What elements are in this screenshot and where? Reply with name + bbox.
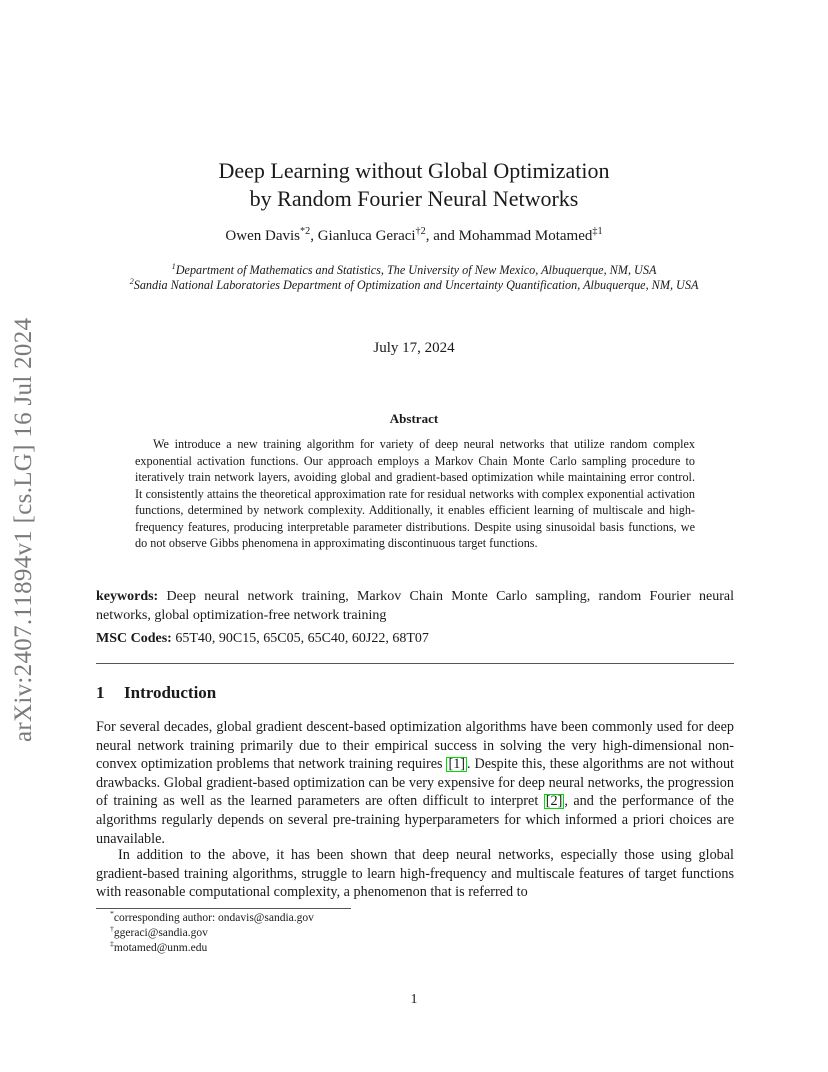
affiliation-number: 2 [129,276,134,286]
keywords-text: Deep neural network training, Markov Chain Monte Carlo sampling, random Fourier neural networks, global optimization-free network training [96,589,734,623]
author-name: Mohammad Motamed [458,228,593,244]
title-line-2: by Random Fourier Neural Networks [249,186,579,211]
paragraph-text: For several decades, global gradient descent-based optimization algorithms have been commonly used for deep neural network training primarily due to their empirical success in solving the very high-dimensional non-convex optimization problems that network training requires [96,719,734,773]
arxiv-identifier-stamp: arXiv:2407.11894v1 [cs.LG] 16 Jul 2024 [10,317,37,743]
footnote-mark: * [110,909,114,919]
footnote-rule [96,908,351,909]
paper-date: July 17, 2024 [373,340,455,356]
author-mark: ‡1 [592,226,603,237]
section-heading [96,683,216,703]
affiliation-number: 1 [171,261,176,271]
footnote-text: corresponding author: ondavis@sandia.gov [113,912,314,924]
citation-link[interactable]: [2] [545,793,563,810]
author-mark: †2 [415,226,426,237]
horizontal-rule [96,663,734,664]
affiliation [100,278,728,293]
body-paragraph [96,718,734,848]
footnote-text: ggeraci@sandia.gov [113,927,208,939]
author-separator: , [310,228,318,244]
footnote [110,941,207,956]
affiliation-text: Department of Mathematics and Statistics, The University of New Mexico, Albuquerque, NM, USA [175,263,657,277]
abstract-body: We introduce a new training algorithm for variety of deep neural networks that utilize random complex exponential activation functions. Our approach employs a Markov Chain Monte Carlo sampling procedure to iteratively train network layers, avoiding global and gradient-based optimization while maintaining error control. It consistently attains the theoretical approximation rate for residual networks with complex exponential activation functions, determined by network complexity. Additionally, it enables efficient learning of multiscale and high-frequency features, producing interpretable parameter distributions. Despite using sinusoidal basis functions, we do not observe Gibbs phenomena in approximating discontinuous target functions. [135,437,695,550]
affiliation [100,263,728,278]
affiliation-text: Sandia National Laboratories Department of Optimization and Uncertainty Quantification, Albuquerque, NM, USA [133,278,699,292]
author-mark: *2 [300,226,311,237]
footnote-mark: ‡ [110,939,114,949]
page-number: 1 [410,992,418,1007]
paper-title [0,157,828,213]
footnote [110,911,314,926]
title-line-1: Deep Learning without Global Optimization [218,158,610,183]
paragraph-text: . Despite this, these algorithms are not without drawbacks. Global gradient-based optimization can be very expensive for deep neural networks, the progression of training as well as the learned parameters are often difficult to interpret [96,756,734,810]
footnote-text: motamed@unm.edu [113,942,208,954]
msc-codes [96,631,734,647]
keywords-label: keywords: [96,589,159,604]
footnote [110,926,208,941]
section-number: 1 [96,683,105,702]
author-separator: , and [425,228,459,244]
keywords [96,587,734,625]
author-name: Owen Davis [225,228,300,244]
author-list [0,228,828,245]
body-paragraph: In addition to the above, it has been shown that deep neural networks, especially those using global gradient-based training algorithms, struggle to learn high-frequency and multiscale features of target functions with reasonable computational complexity, a phenomenon that is referred to [96,847,734,901]
paragraph-text: , and the performance of the algorithms regularly depends on several pre-training hyperparameters for which informed a priori choices are unavailable. [96,793,734,847]
msc-label: MSC Codes: [96,631,172,646]
author-name: Gianluca Geraci [317,228,416,244]
citation-link[interactable]: [1] [448,756,466,773]
section-title: Introduction [124,683,217,702]
footnote-mark: † [110,924,114,934]
abstract-heading: Abstract [389,411,439,426]
msc-text: 65T40, 90C15, 65C05, 65C40, 60J22, 68T07 [171,631,429,646]
